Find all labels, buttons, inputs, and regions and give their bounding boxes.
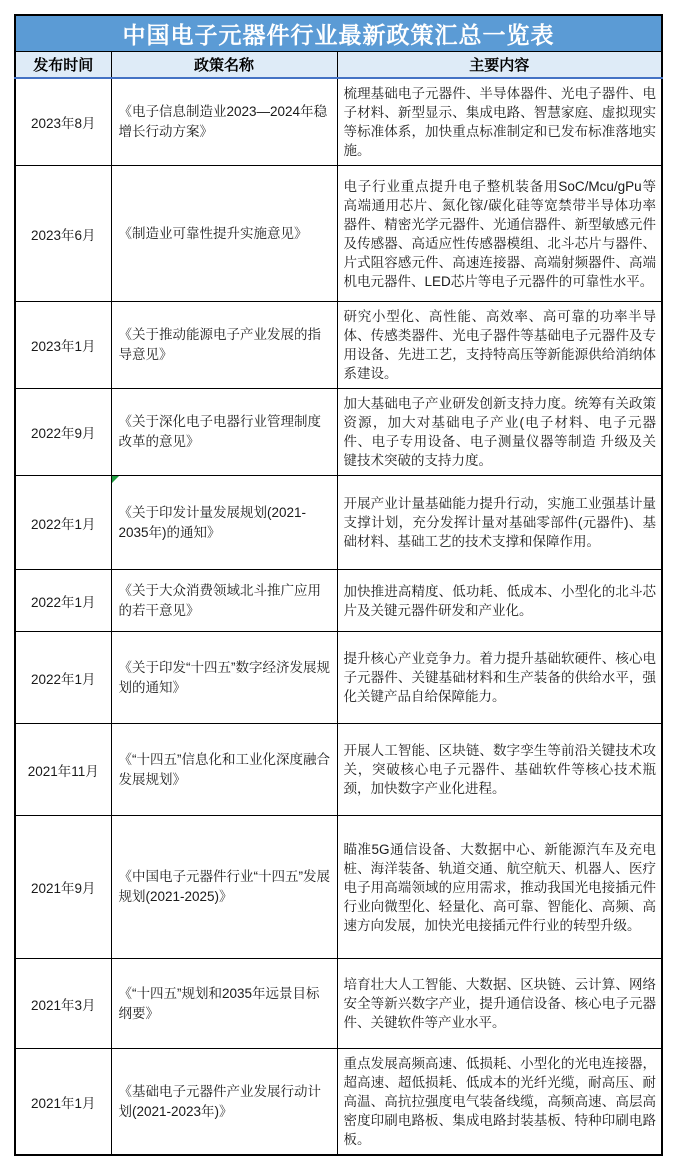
- policy-name-cell: [111, 302, 337, 389]
- policy-name-text: 《关于印发“十四五”数字经济发展规划的通知》: [118, 659, 330, 695]
- policy-content-cell: 开展人工智能、区块链、数字孪生等前沿关键技术攻关，突破核心电子元器件、基础软件等核心技术瓶颈，加快数字产业化进程。: [337, 724, 662, 816]
- policy-content-cell: 梳理基础电子元器件、半导体器件、光电子器件、电子材料、新型显示、集成电路、智慧家庭、虚拟现实等标准体系，加快重点标准制定和已发布标准落地实施。: [337, 78, 662, 166]
- policy-name-text: 《制造业可靠性提升实施意见》: [118, 225, 308, 241]
- policy-summary-table: [14, 14, 663, 1156]
- policy-content-cell: 加快推进高精度、低功耗、低成本、小型化的北斗芯片及关键元器件研发和产业化。: [337, 570, 662, 632]
- table-body: [15, 78, 662, 1155]
- column-header-publish-date: 发布时间: [15, 51, 111, 78]
- policy-name-cell: [111, 166, 337, 302]
- policy-name-cell: [111, 570, 337, 632]
- cell-flag-icon: [112, 476, 119, 483]
- table-title: 中国电子元器件行业最新政策汇总一览表: [15, 15, 662, 51]
- publish-date-cell: 2021年3月: [15, 959, 111, 1049]
- publish-date-cell: 2022年1月: [15, 632, 111, 724]
- table-row: [15, 389, 662, 476]
- policy-name-cell: [111, 476, 337, 570]
- table-row: [15, 78, 662, 166]
- policy-name-text: 《关于大众消费领域北斗推广应用的若干意见》: [118, 582, 321, 618]
- column-header-main-content: 主要内容: [337, 51, 662, 78]
- policy-content-cell: 研究小型化、高性能、高效率、高可靠的功率半导体、传感类器件、光电子器件等基础电子元器件及专用设备、先进工艺，支持特高压等新能源供给消纳体系建设。: [337, 302, 662, 389]
- policy-content-cell: 提升核心产业竞争力。着力提升基础软硬件、核心电子元器件、关键基础材料和生产装备的供给水平，强化关键产品自给保障能力。: [337, 632, 662, 724]
- table-row: [15, 1049, 662, 1156]
- policy-content-cell: 瞄准5G通信设备、大数据中心、新能源汽车及充电桩、海洋装备、轨道交通、航空航天、机器人、医疗电子用高端领域的应用需求，推动我国光电接插元件行业向微型化、轻量化、高可靠、智能化、高频、高速方向发展，加快光电接插元件行业的转型升级。: [337, 816, 662, 959]
- publish-date-cell: 2023年8月: [15, 78, 111, 166]
- publish-date-cell: 2022年1月: [15, 476, 111, 570]
- policy-name-text: 《关于推动能源电子产业发展的指导意见》: [118, 327, 321, 362]
- policy-content-cell: 加大基础电子产业研发创新支持力度。统筹有关政策资源，加大对基础电子产业(电子材料、电子元器件、电子专用设备、电子测量仪器等制造 升级及关键技术突破的支持力度。: [337, 389, 662, 476]
- policy-name-cell: [111, 959, 337, 1049]
- policy-name-text: 《中国电子元器件行业“十四五”发展规划(2021-2025)》: [118, 869, 330, 904]
- policy-name-cell: [111, 632, 337, 724]
- publish-date-cell: 2023年1月: [15, 302, 111, 389]
- policy-content-cell: 重点发展高频高速、低损耗、小型化的光电连接器，超高速、超低损耗、低成本的光纤光缆，耐高压、耐高温、高抗拉强度电气装备线缆，高频高速、高层高密度印刷电路板、集成电路封装基板、特种印刷电路板。: [337, 1049, 662, 1156]
- policy-name-text: 《基础电子元器件产业发展行动计划(2021-2023年)》: [118, 1083, 321, 1119]
- table-row: [15, 476, 662, 570]
- publish-date-cell: 2021年1月: [15, 1049, 111, 1156]
- policy-name-cell: [111, 389, 337, 476]
- policy-content-cell: 开展产业计量基础能力提升行动，实施工业强基计量支撑计划，充分发挥计量对基础零部件(元器件)、基础材料、基础工艺的技术支撑和保障作用。: [337, 476, 662, 570]
- table-row: [15, 570, 662, 632]
- policy-name-text: 《“十四五”规划和2035年远景目标纲要》: [118, 985, 320, 1021]
- table-row: [15, 302, 662, 389]
- policy-name-text: 《电子信息制造业2023—2024年稳增长行动方案》: [118, 104, 328, 139]
- policy-content-cell: 培育壮大人工智能、大数据、区块链、云计算、网络安全等新兴数字产业，提升通信设备、核心电子元器件、关键软件等产业水平。: [337, 959, 662, 1049]
- table-row: [15, 959, 662, 1049]
- table-row: [15, 816, 662, 959]
- publish-date-cell: 2021年9月: [15, 816, 111, 959]
- table-row: [15, 724, 662, 816]
- policy-name-text: 《关于深化电子电器行业管理制度改革的意见》: [118, 414, 321, 449]
- policy-name-cell: [111, 78, 337, 166]
- publish-date-cell: 2022年9月: [15, 389, 111, 476]
- publish-date-cell: 2023年6月: [15, 166, 111, 302]
- policy-name-cell: [111, 1049, 337, 1156]
- table-row: [15, 166, 662, 302]
- publish-date-cell: 2021年11月: [15, 724, 111, 816]
- policy-name-cell: [111, 816, 337, 959]
- policy-name-cell: [111, 724, 337, 816]
- policy-name-text: 《“十四五”信息化和工业化深度融合发展规划》: [118, 751, 330, 787]
- policy-name-text: 《关于印发计量发展规划(2021-2035年)的通知》: [118, 504, 307, 540]
- column-header-policy-name: 政策名称: [111, 51, 337, 78]
- policy-content-cell: 电子行业重点提升电子整机装备用SoC/Mcu/gPu等高端通用芯片、氮化镓/碳化硅等宽禁带半导体功率器件、精密光学元器件、光通信器件、新型敏感元件及传感器、高适应性传感器模组、北斗芯片与器件、片式阻容感元件、高速连接器、高端射频器件、高端机电元器件、LED芯片等电子元器件的可靠性水平。: [337, 166, 662, 302]
- publish-date-cell: 2022年1月: [15, 570, 111, 632]
- table-row: [15, 632, 662, 724]
